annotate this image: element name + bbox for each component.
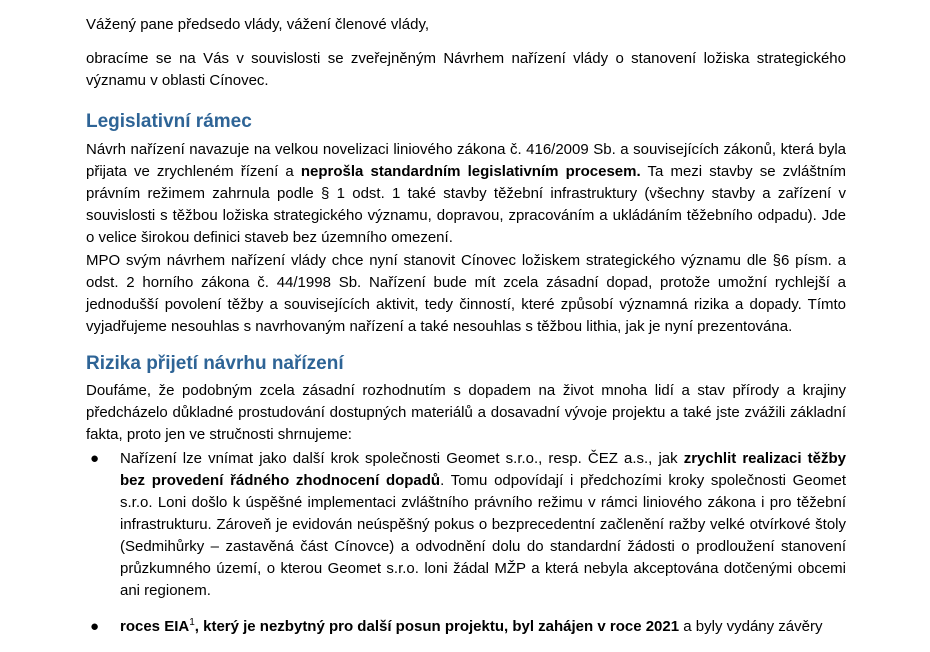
section-heading-legislative: Legislativní rámec	[86, 111, 252, 132]
emphasis-text: zrychlit realizaci těžby bez provedení řádného zhodnocení dopadů	[120, 450, 846, 489]
bullet-icon: ●	[90, 450, 100, 467]
list-item: ● Nařízení lze vnímat jako další krok společnosti Geomet s.r.o., resp. ČEZ a.s., jak zrychlit realizaci těžby bez provedení řádného zhodnocení dopadů. Tomu odpovídají i předchozími kroky společnosti Geomet s.r.o. Loni došlo k úspěšné implementaci zvláštního právního režimu v rámci liniového zákona i pro těžební infrastrukturu. Zároveň je evidován neúspěšný pokus o bezprecedentní začlenění ražby velké otvírkové štoly (Sedmihůrky – zastavěná část Cínovce) a odvodnění dolu do standardní žádosti o prodloužení stanovení průzkumného území, o kterou Geomet s.r.o. loni žádal MŽP a která nebyla akceptována dotčenými obcemi ani regionem.	[90, 450, 847, 599]
emphasis-text: neprošla standardním legislativním procesem.	[300, 163, 641, 180]
footnote-ref: 1	[189, 617, 195, 628]
greeting: Vážený pane předsedo vlády, vážení členové vlády,	[86, 16, 429, 33]
bullet-icon: ●	[90, 618, 100, 635]
intro-paragraph: obracíme se na Vás v souvislosti se zveřejněným Návrhem nařízení vlády o stanovení ložiska strategického významu v oblasti Cínovec.	[86, 50, 846, 89]
legislative-paragraph-1: Návrh nařízení navazuje na velkou novelizaci liniového zákona č. 416/2009 Sb. a souvisejících zákonů, která byla přijata ve zrychleném řízení a neprošla standardním legislativním procesem. Ta mezi stavby se zvláštním právním režimem zahrnula podle § 1 odst. 1 také stavby těžební infrastruktury (všechny stavby a zařízení v souvislosti s těžbou ložiska strategického významu, dopravou, zpracováním a ukládáním těžebního odpadu). Jde o velice širokou definici staveb bez územního omezení.	[86, 141, 847, 246]
risks-bullet-list	[86, 448, 846, 652]
list-item: ● roces EIA$^1$, který je nezbytný pro další posun projektu, byl zahájen v roce 2021 a byly vydány závěry	[86, 616, 846, 638]
emphasis-text: , který je nezbytný pro další posun projektu, byl zahájen v roce 2021	[194, 618, 680, 635]
section-heading-risks: Rizika přijetí návrhu nařízení	[86, 353, 344, 374]
risks-intro-paragraph: Doufáme, že podobným zcela zásadní rozhodnutím s dopadem na život mnoha lidí a stav přírody a krajiny předcházelo důkladné prostudování dostupných materiálů a dosavadní vývoje projektu a také jste zvážili základní fakta, proto jen ve stručnosti shrnujeme:	[86, 382, 846, 443]
legislative-paragraph-2: MPO svým návrhem nařízení vlády chce nyní stanovit Cínovec ložiskem strategického významu dle §6 písm. a odst. 2 horního zákona č. 44/1998 Sb. Nařízení bude mít zcela zásadní dopad, protože umožní rychlejší a jednodušší povolení těžby a souvisejících aktivit, tedy činností, které způsobí významná rizika a dopady. Tímto vyjadřujeme nesouhlas s navrhovaným nařízení a také nesouhlas s těžbou lithia, jak je nyní prezentována.	[86, 252, 846, 335]
